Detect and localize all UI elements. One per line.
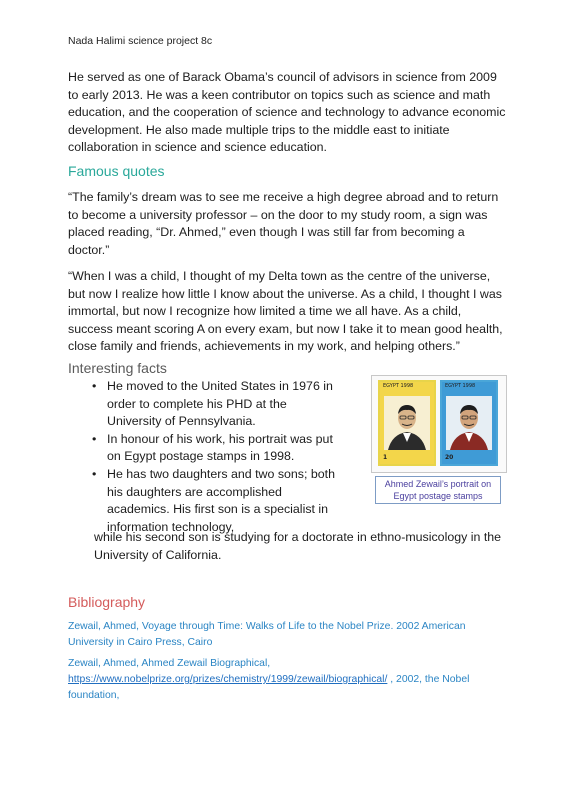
portrait-icon (384, 396, 430, 450)
fact-text: In honour of his work, his portrait was put on Egypt postage stamps in 1998. (107, 431, 333, 464)
quote-1: “The family’s dream was to see me receive a high degree abroad and to return to become a university professor – on the door to my study room, a sign was placed reading, “Dr. Ahmed,” even though I was still far from becoming a doctor.” (68, 190, 499, 257)
fact-text: He moved to the United States in 1976 in order to complete his PHD at the University of Pennsylvania. (107, 379, 333, 429)
nobelprize-link[interactable]: https://www.nobelprize.org/prizes/chemistry/1999/zewail/biographical/ (68, 674, 388, 685)
stamp-figure (371, 375, 505, 505)
fact-item (94, 431, 344, 466)
facts-list (94, 378, 344, 536)
bibliography-entry-2 (68, 656, 508, 704)
bibliography-entry-1: Zewail, Ahmed, Voyage through Time: Walks of Life to the Nobel Prize. 2002 American University in Cairo Press, Cairo (68, 621, 466, 648)
quote-2: “When I was a child, I thought of my Delta town as the centre of the universe, but now I realize how little I know about the universe. As a child, I thought I was immortal, but now I recognize how limited a time we all have. As a child, success meant scoring A on every exam, but now I take it to mean good health, close family and friends, achievements in my work, and helping others.” (68, 269, 503, 354)
stamp-value: 20 (445, 454, 454, 461)
bibliography-entry-2-prefix: Zewail, Ahmed, Ahmed Zewail Biographical, (68, 658, 271, 669)
fact-text: He has two daughters and two sons; both his daughters are accomplished academics. His first son is a specialist in information technology, (107, 466, 335, 534)
bullet-icon: • (92, 379, 97, 393)
intro-paragraph: He served as one of Barack Obama’s council of advisors in science from 2009 to early 2013. He was a keen contributor on topics such as science and math education, and the cooperation of science and technology to advance economic development. He also made multiple trips to the middle east to initiate collaboration in science and science education. (68, 70, 506, 155)
famous-quotes-heading: Famous quotes (68, 163, 165, 179)
bibliography-heading: Bibliography (68, 594, 146, 610)
fact-item (94, 466, 344, 536)
stamp-country-text: EGYPT 1998 (383, 383, 414, 389)
figure-caption: Ahmed Zewail’s portrait on Egypt postage stamps (375, 476, 501, 504)
bullet-icon: • (92, 466, 97, 481)
portrait-icon (446, 396, 492, 450)
postage-stamp-yellow (378, 380, 436, 466)
fact-continuation: while his second son is studying for a doctorate in ethno-musicology in the University of California. (94, 530, 502, 562)
stamp-country-text: EGYPT 1998 (445, 383, 476, 389)
stamp-value: 1 (383, 454, 388, 461)
stamp-image (371, 375, 507, 473)
postage-stamp-blue (440, 380, 498, 466)
fact-item (94, 378, 344, 431)
page-header: Nada Halimi science project 8c (68, 35, 213, 47)
bibliography-entry-2-suffix: , 2002, the Nobel foundation, (68, 674, 470, 701)
bullet-icon: • (92, 431, 97, 446)
interesting-facts-heading: Interesting facts (68, 360, 167, 376)
